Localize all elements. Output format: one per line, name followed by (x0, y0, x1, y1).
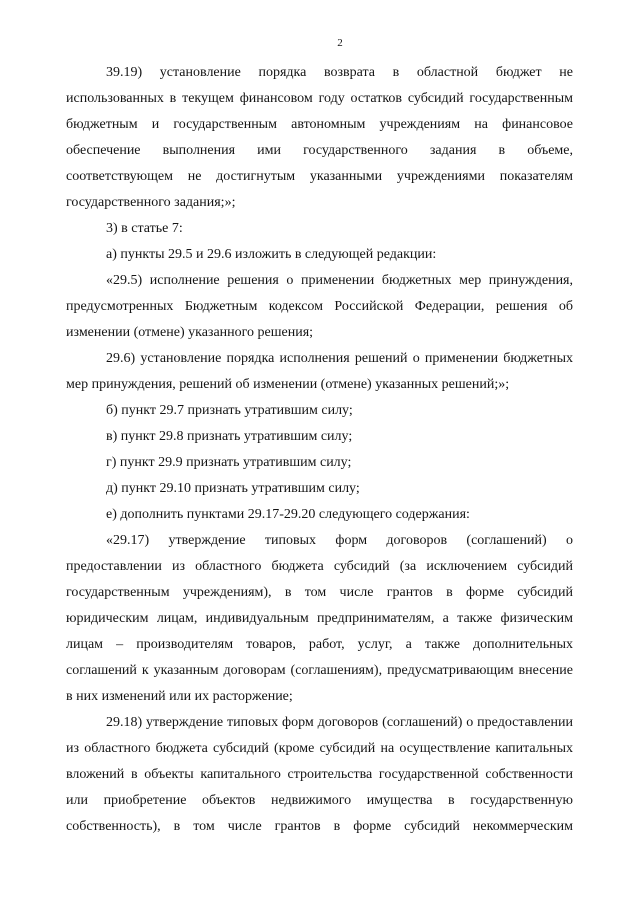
text-line: предоставлении из областного бюджета субсидий (за исключением субсидий (66, 559, 573, 574)
paragraph-item-29-6 (66, 346, 573, 398)
paragraph-item-29-18 (66, 710, 573, 840)
paragraph-subitem-a (66, 242, 573, 268)
text-line: 29.6) установление порядка исполнения решений о применении бюджетных (106, 351, 573, 366)
text-line: г) пункт 29.9 признать утратившим силу; (106, 455, 352, 470)
text-line: использованных в текущем финансовом году остатков субсидий государственным (66, 91, 573, 106)
text-line: из областного бюджета субсидий (кроме субсидий на осуществление капитальных (66, 741, 573, 756)
text-line: соглашений к указанным договорам (соглашениям), предусматривающим внесение (66, 663, 573, 678)
page-number: 2 (337, 37, 343, 49)
text-line: е) дополнить пунктами 29.17-29.20 следующего содержания: (106, 507, 470, 522)
text-line: государственного задания;»; (66, 195, 236, 210)
text-line: в) пункт 29.8 признать утратившим силу; (106, 429, 353, 444)
paragraph-subitem-g (66, 450, 573, 476)
text-line: вложений в объекты капитального строительства государственной собственности (66, 767, 573, 782)
text-line: 29.18) утверждение типовых форм договоров (соглашений) о предоставлении (106, 715, 573, 730)
text-line: д) пункт 29.10 признать утратившим силу; (106, 481, 360, 496)
paragraph-item-29-5 (66, 268, 573, 346)
text-line: а) пункты 29.5 и 29.6 изложить в следующей редакции: (106, 247, 437, 262)
text-line: изменении (отмене) указанного решения; (66, 325, 314, 340)
document-body (66, 60, 573, 840)
text-line: б) пункт 29.7 признать утратившим силу; (106, 403, 353, 418)
paragraph-item-39-19 (66, 60, 573, 216)
text-line: государственным учреждениям), в том числе грантов в форме субсидий (66, 585, 573, 600)
text-line: обеспечение выполнения ими государственного задания в объеме, (66, 143, 573, 158)
text-line: предусмотренных Бюджетным кодексом Российской Федерации, решения об (66, 299, 573, 314)
text-line: бюджетным и государственным автономным учреждениям на финансовое (66, 117, 573, 132)
paragraph-subitem-d (66, 476, 573, 502)
paragraph-subitem-b (66, 398, 573, 424)
text-line: в них изменений или их расторжение; (66, 689, 293, 704)
text-line: 3) в статье 7: (106, 221, 183, 236)
text-line: соответствующем не достигнутым указанными учреждениями показателям (66, 169, 573, 184)
paragraph-subitem-e (66, 502, 573, 528)
paragraph-subitem-v (66, 424, 573, 450)
text-line: «29.5) исполнение решения о применении бюджетных мер принуждения, (106, 273, 573, 288)
text-line: мер принуждения, решений об изменении (отмене) указанных решений;»; (66, 377, 510, 392)
text-line: юридическим лицам, индивидуальным предпринимателям, а также физическим (66, 611, 573, 626)
text-line: «29.17) утверждение типовых форм договоров (соглашений) о (106, 533, 573, 548)
text-line: 39.19) установление порядка возврата в областной бюджет не (106, 65, 573, 80)
text-line: или приобретение объектов недвижимого имущества в государственную (66, 793, 573, 808)
text-line: лицам – производителям товаров, работ, услуг, а также дополнительных (66, 637, 573, 652)
text-line: собственность), в том числе грантов в форме субсидий некоммерческим (66, 819, 573, 834)
paragraph-article-7 (66, 216, 573, 242)
paragraph-item-29-17 (66, 528, 573, 710)
